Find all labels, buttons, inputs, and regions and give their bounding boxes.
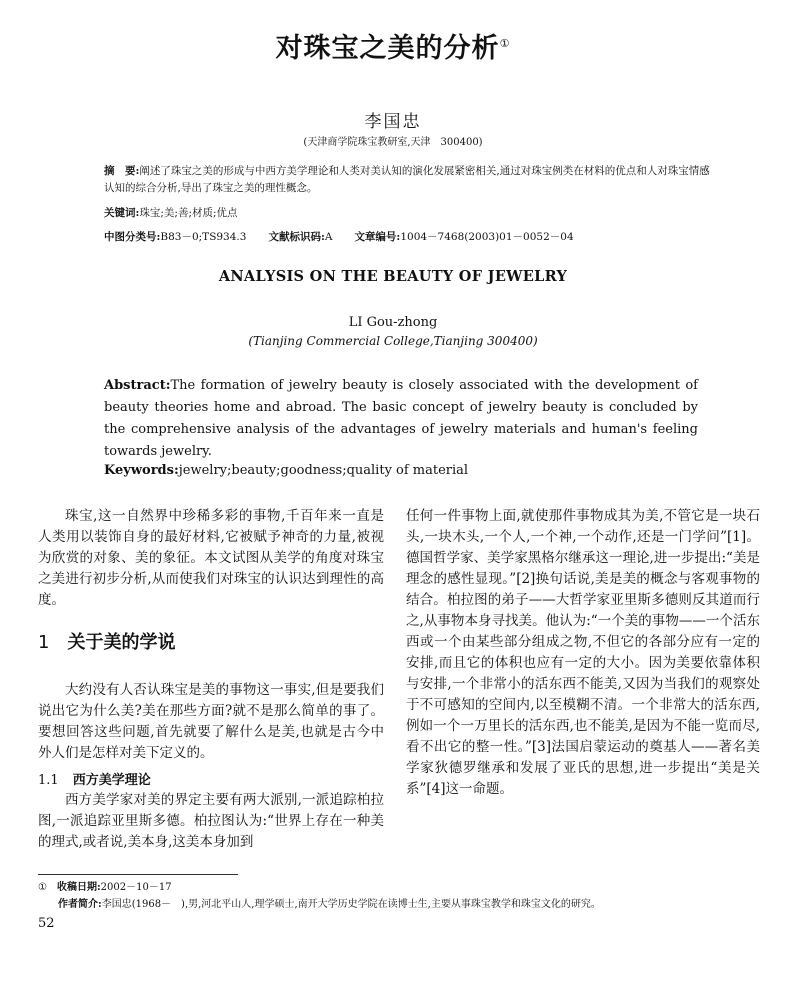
page-number: 52 xyxy=(38,916,55,931)
footnote-received: ① 收稿日期:2002－10－17 xyxy=(38,882,172,893)
abstract-cn xyxy=(104,163,710,197)
abstract-en: Abstract:The formation of jewelry beauty is closely associated with the development of beauty theories home and abroad. The basic concept of jewelry beauty is concluded by the comprehensive analysis of the advantages of jewelry materials and human's feeling towards jewelry. xyxy=(104,378,698,459)
keywords-cn: 关键词:珠宝;美;善;材质;优点 xyxy=(104,207,238,219)
paper-title-en: ANALYSIS ON THE BEAUTY OF JEWELRY xyxy=(218,268,568,285)
keywords-en: Keywords:jewelry;beauty;goodness;quality of material xyxy=(104,463,469,478)
intro-paragraph: 珠宝,这一自然界中珍稀多彩的事物,千百年来一直是人类用以装饰自身的最好材料,它被赋予神奇的力量,被视为欣赏的对象、美的象征。本文试图从美学的角度对珠宝之美进行初步分析,从而使我们对珠宝的认识达到理性的高度。 xyxy=(38,508,384,608)
footnote-author-bio: 作者简介:李国忠(1968－ ),男,河北平山人,理学硕士,南开大学历史学院在读博士生,主要从事珠宝教学和珠宝文化的研究。 xyxy=(58,899,601,910)
abstract-cn-text: 阐述了珠宝之美的形成与中西方美学理论和人类对美认知的演化发展紧密相关,通过对珠宝例类在材料的优点和人对珠宝情感认知的综合分析,导出了珠宝之美的理性概念。 xyxy=(104,165,710,194)
subsection-heading-1-1: 1.1 西方美学理论 xyxy=(38,773,151,788)
abstract-cn-label: 摘 要: xyxy=(104,165,140,177)
footnote-divider xyxy=(38,874,238,875)
affiliation-en: (Tianjing Commercial College,Tianjing 300400) xyxy=(248,334,538,348)
footnote xyxy=(38,879,738,913)
affiliation-cn: (天津商学院珠宝教研室,天津 300400) xyxy=(303,137,483,148)
section1-paragraph: 大约没有人否认珠宝是美的事物这一事实,但是要我们说出它为什么美?美在那些方面?就不是那么简单的事了。要想回答这些问题,首先就要了解什么是美,也就是古今中外人们是怎样对美下定义的。 xyxy=(38,682,384,761)
section-heading-1: 1 关于美的学说 xyxy=(38,632,176,653)
title-footnote-marker: ① xyxy=(499,37,511,50)
subsection-paragraph: 西方美学家对美的界定主要有两大派别,一派追踪柏拉图,一派追踪亚里斯多德。柏拉图认为:“世界上存在一种美的理式,或者说,美本身,这美本身加到 xyxy=(38,792,384,850)
author-en: LI Gou-zhong xyxy=(348,315,438,330)
right-column-text: 任何一件事物上面,就使那件事物成其为美,不管它是一块石头,一块木头,一个人,一个神,一个动作,还是一门学问”[1]。德国哲学家、美学家黑格尔继承这一理论,进一步提出:“美是理念的感性显现。”[2]换句话说,美是美的概念与客观事物的结合。柏拉图的弟子——大哲学家亚里斯多德则反其道而行之,从事物本身寻找美。他认为:“一个美的事物——一个活东西或一个由某些部分组成之物,不但它的各部分应有一定的安排,而且它的体积也应有一定的大小。因为美要依靠体积与安排,一个非常小的活东西不能美,又因为当我们的观察处于不可感知的空间内,以至模糊不清。一个非常大的活东西,例如一个一万里长的活东西,也不能美,是因为不能一览而尽,看不出它的整一性。”[3]法国启蒙运动的奠基人——著名美学家狄德罗继承和发展了亚氏的思想,进一步提出“美是关系”[4]这一命题。 xyxy=(406,508,760,797)
paper-title-cn: 对珠宝之美的分析① xyxy=(275,33,511,64)
classification-info: 中图分类号:B83－0;TS934.3 文献标识码:A 文章编号:1004－7468(2003)01－0052－04 xyxy=(104,231,574,243)
author-cn: 李国忠 xyxy=(364,112,422,132)
